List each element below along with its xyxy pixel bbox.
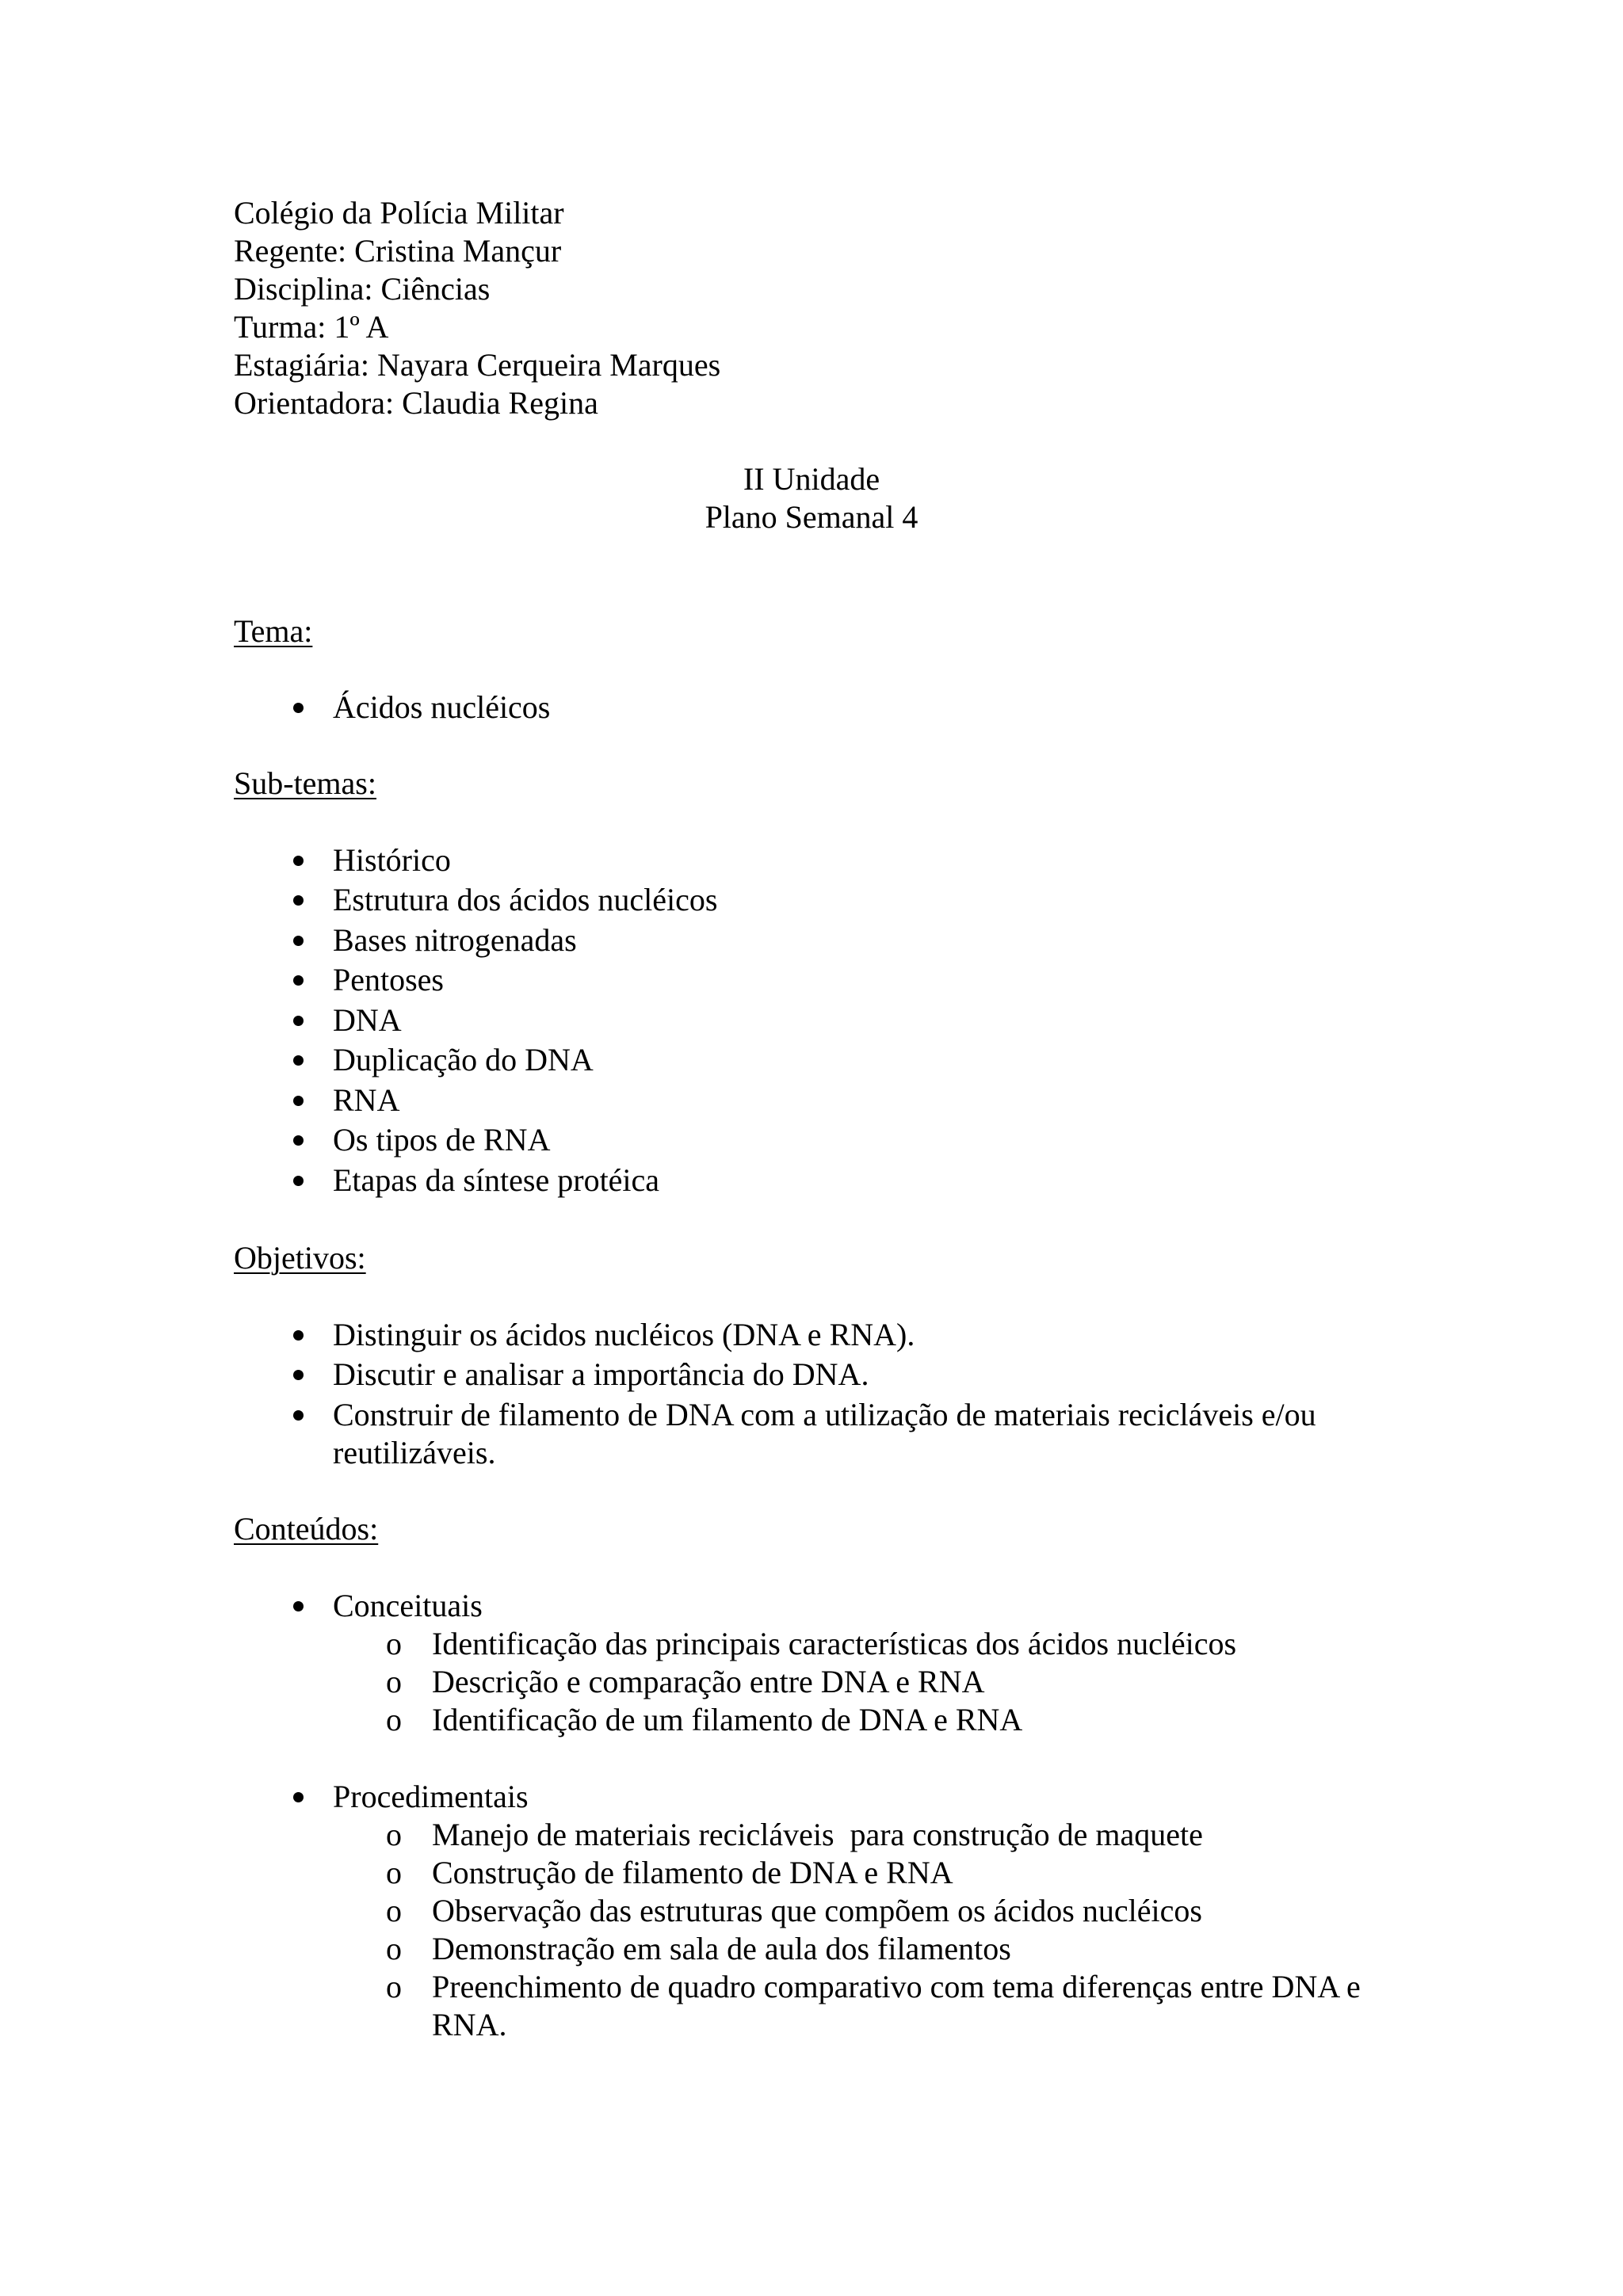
list-item: DNA — [333, 1002, 402, 1038]
regent-line: Regente: Cristina Mançur — [234, 233, 562, 269]
school-name: Colégio da Polícia Militar — [234, 195, 564, 231]
bullet-icon — [282, 688, 314, 727]
bullet-icon — [282, 1356, 314, 1394]
list-item: RNA — [333, 1082, 400, 1118]
list-item: Manejo de materiais recicláveis para construção de maquete — [432, 1817, 1203, 1852]
list-item: Construção de filamento de DNA e RNA — [432, 1855, 953, 1890]
list-item: Ácidos nucléicos — [333, 689, 551, 725]
list-item: Pentoses — [333, 962, 444, 997]
bullet-icon — [282, 1587, 314, 1625]
list-item: Construir de filamento de DNA com a utilização de materiais recicláveis e/ou — [333, 1397, 1316, 1432]
list-item: Bases nitrogenadas — [333, 922, 577, 958]
advisor-line: Orientadora: Claudia Regina — [234, 385, 598, 421]
bullet-icon — [282, 1316, 314, 1354]
list-item: Os tipos de RNA — [333, 1122, 551, 1158]
bullet-icon — [282, 1041, 314, 1079]
list-item-continuation: reutilizáveis. — [333, 1435, 496, 1470]
list-item: Discutir e analisar a importância do DNA. — [333, 1356, 869, 1392]
circle-bullet-icon: o — [386, 1931, 402, 1966]
list-item: Descrição e comparação entre DNA e RNA — [432, 1664, 985, 1699]
list-item: Duplicação do DNA — [333, 1042, 594, 1077]
list-item: Demonstração em sala de aula dos filamentos — [432, 1931, 1011, 1966]
bullet-icon — [282, 1121, 314, 1159]
list-item: Observação das estruturas que compõem os ácidos nucléicos — [432, 1893, 1202, 1928]
bullet-icon — [282, 841, 314, 879]
bullet-icon — [282, 1778, 314, 1816]
plan-title: Plano Semanal 4 — [705, 499, 918, 535]
unit-title: II Unidade — [743, 461, 880, 497]
bullet-icon — [282, 1081, 314, 1119]
bullet-icon — [282, 1161, 314, 1199]
list-item: Distinguir os ácidos nucléicos (DNA e RNA). — [333, 1317, 915, 1352]
circle-bullet-icon: o — [386, 1817, 402, 1852]
intern-line: Estagiária: Nayara Cerqueira Marques — [234, 347, 721, 383]
list-item: Identificação de um filamento de DNA e RNA — [432, 1702, 1023, 1737]
circle-bullet-icon: o — [386, 1969, 402, 2004]
objetivos-heading: Objetivos: — [234, 1240, 366, 1276]
list-item: Identificação das principais características dos ácidos nucléicos — [432, 1626, 1237, 1661]
list-item: Histórico — [333, 842, 451, 878]
tema-heading: Tema: — [234, 613, 313, 649]
bullet-icon — [282, 961, 314, 999]
bullet-icon — [282, 921, 314, 959]
procedimentais-label: Procedimentais — [333, 1779, 529, 1814]
circle-bullet-icon: o — [386, 1893, 402, 1928]
circle-bullet-icon: o — [386, 1855, 402, 1890]
class-line: Turma: 1º A — [234, 309, 389, 345]
conteudos-heading: Conteúdos: — [234, 1511, 379, 1547]
circle-bullet-icon: o — [386, 1626, 402, 1661]
conceituais-label: Conceituais — [333, 1588, 483, 1623]
bullet-icon — [282, 1001, 314, 1039]
list-item: Etapas da síntese protéica — [333, 1162, 660, 1198]
circle-bullet-icon: o — [386, 1702, 402, 1737]
list-item: Estrutura dos ácidos nucléicos — [333, 882, 718, 917]
circle-bullet-icon: o — [386, 1664, 402, 1699]
list-item: Preenchimento de quadro comparativo com tema diferenças entre DNA e — [432, 1969, 1361, 2004]
bullet-icon — [282, 1396, 314, 1434]
bullet-icon — [282, 881, 314, 919]
discipline-line: Disciplina: Ciências — [234, 271, 491, 307]
list-item-continuation: RNA. — [432, 2007, 507, 2042]
subtemas-heading: Sub-temas: — [234, 765, 376, 801]
